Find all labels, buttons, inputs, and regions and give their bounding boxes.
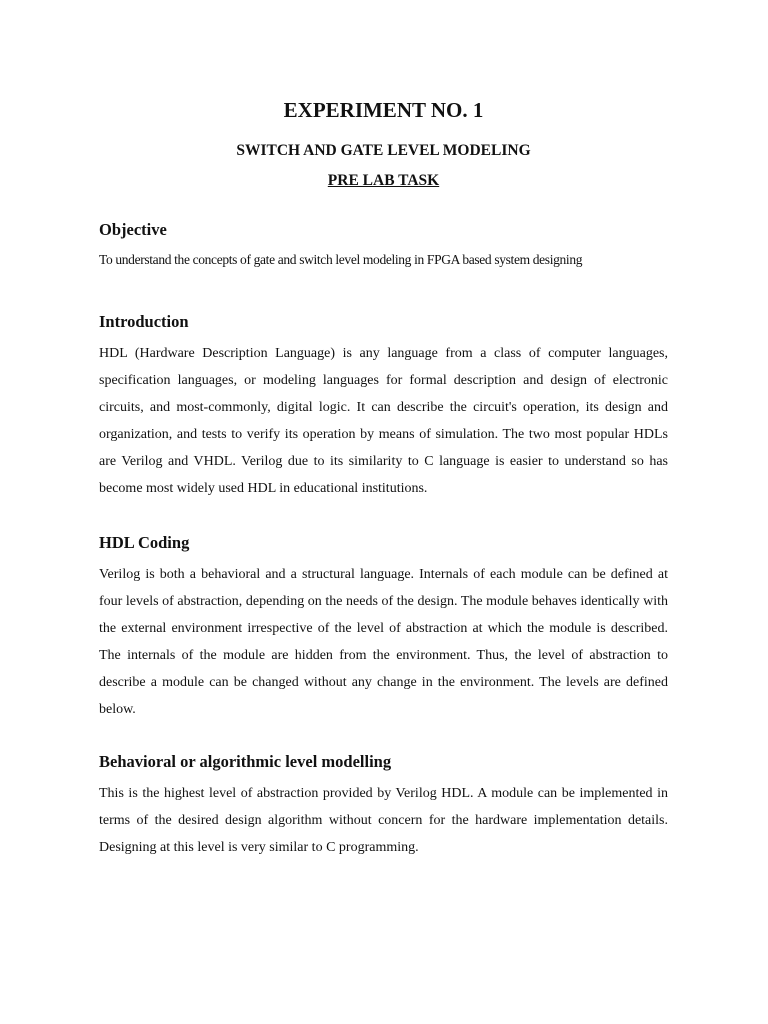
section-behavioral-modelling <box>99 750 668 861</box>
section-heading: HDL Coding <box>99 533 190 552</box>
experiment-title: EXPERIMENT NO. 1 <box>283 98 484 122</box>
section-introduction <box>99 310 668 502</box>
experiment-subtitle: SWITCH AND GATE LEVEL MODELING <box>236 142 531 159</box>
section-heading: Behavioral or algorithmic level modelling <box>99 752 392 771</box>
section-objective <box>99 218 668 272</box>
prelab-heading: PRE LAB TASK <box>327 172 440 189</box>
section-text: HDL (Hardware Description Language) is any language from a class of computer languages, specification languages, or modeling languages for formal description and design of electronic circuits, and most-commonly, digital logic. It can describe the circuit's operation, its design and organization, and tests to verify its operation by means of simulation. The two most popular HDLs are Verilog and VHDL. Verilog due to its similarity to C language is easier to understand so has become most widely used HDL in educational institutions. <box>99 346 668 496</box>
section-text: This is the highest level of abstraction provided by Verilog HDL. A module can be implemented in terms of the desired design algorithm without concern for the hardware implementation details. Designing at this level is very similar to C programming. <box>99 786 668 855</box>
section-text: To understand the concepts of gate and switch level modeling in FPGA based system designing <box>99 252 583 267</box>
section-text: Verilog is both a behavioral and a structural language. Internals of each module can be defined at four levels of abstraction, depending on the needs of the design. The module behaves identically with the external environment irrespective of the level of abstraction at which the module is described. The internals of the module are hidden from the environment. Thus, the level of abstraction to describe a module can be changed without any change in the environment. The levels are defined below. <box>99 567 668 717</box>
section-hdl-coding <box>99 531 668 723</box>
section-heading: Introduction <box>99 312 189 331</box>
section-heading: Objective <box>99 220 167 239</box>
